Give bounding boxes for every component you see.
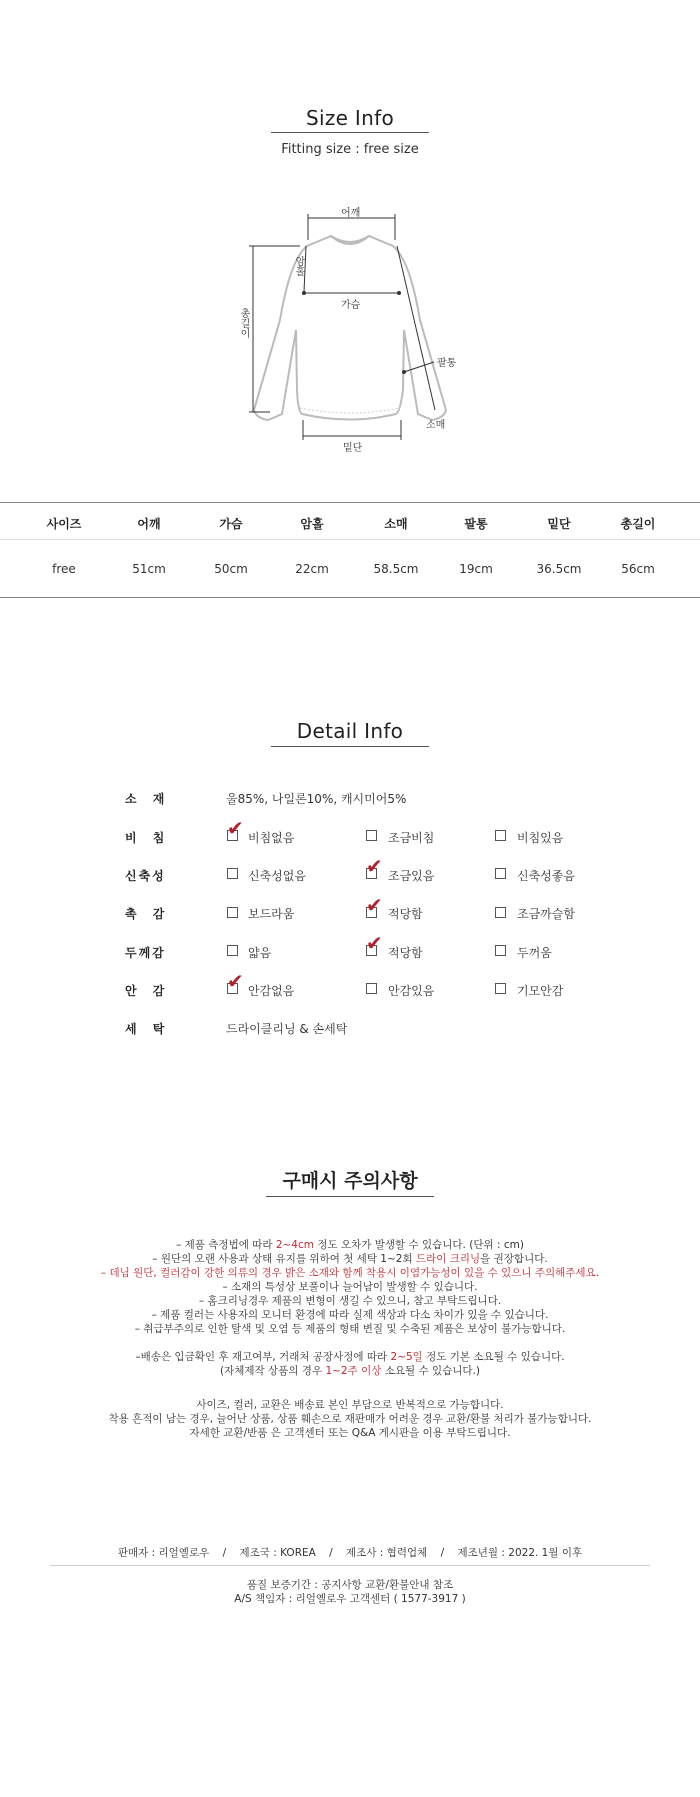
- header-cell: 총길이: [620, 517, 656, 531]
- checkbox[interactable]: [495, 907, 506, 918]
- exchange-line: 착용 흔적이 남는 경우, 늘어난 상품, 상품 훼손으로 재판매가 어려운 경우 교환/환불 처리가 불가능합니다.: [108, 1413, 592, 1425]
- label-arm: 팔통: [437, 358, 457, 369]
- notice-underline: [266, 1196, 434, 1197]
- exchange-line: 자세한 교환/반품 은 고객센터 또는 Q&A 게시판을 이용 부탁드립니다.: [189, 1427, 511, 1439]
- checkbox[interactable]: [366, 830, 377, 841]
- header-cell: 밑단: [547, 517, 571, 531]
- option-label: 적당함: [388, 907, 423, 921]
- label-hem: 밑단: [343, 443, 363, 454]
- header-cell: 소매: [384, 517, 408, 531]
- option-label: 신축성없음: [248, 869, 306, 883]
- checkbox[interactable]: [495, 945, 506, 956]
- option-label: 신축성좋음: [517, 869, 575, 883]
- checkmark-icon: ✔: [227, 969, 244, 993]
- checkmark-icon: ✔: [366, 893, 383, 917]
- as-contact: A/S 책임자 : 리얼옐로우 고객센터 ( 1577-3917 ): [234, 1593, 466, 1605]
- table-cell: 56cm: [621, 562, 655, 576]
- table-cell: 36.5cm: [536, 562, 582, 576]
- shipping-line: (자체제작 상품의 경우 1~2주 이상 소요될 수 있습니다.): [220, 1365, 480, 1377]
- detail-label: 소 재: [125, 792, 171, 806]
- header-cell: 어깨: [137, 517, 161, 531]
- notice-line: – 제품 컬러는 사용자의 모니터 환경에 따라 실제 색상과 다소 차이가 있을 수 있습니다.: [151, 1309, 549, 1321]
- detail-text: 울85%, 나일론10%, 캐시미어5%: [226, 792, 407, 806]
- notice-line: – 홈크리닝경우 제품의 변형이 생길 수 있으니, 참고 부탁드립니다.: [198, 1295, 502, 1307]
- option-label: 조금있음: [388, 869, 435, 883]
- table-cell: 50cm: [214, 562, 248, 576]
- detail-text: 드라이클리닝 & 손세탁: [226, 1022, 348, 1036]
- option-label: 적당함: [388, 946, 423, 960]
- footer-divider: [50, 1565, 650, 1566]
- table-cell: free: [52, 562, 76, 576]
- detail-label: 세 탁: [125, 1022, 171, 1036]
- detail-label: 비 침: [125, 831, 171, 845]
- checkbox[interactable]: [227, 907, 238, 918]
- option-label: 안감없음: [248, 984, 295, 998]
- detail-label: 안 감: [125, 984, 171, 998]
- exchange-line: 사이즈, 컬러, 교환은 배송료 본인 부담으로 반복적으로 가능합니다.: [196, 1399, 504, 1411]
- seller-info: 판매자 : 리얼옐로우 / 제조국 : KOREA / 제조사 : 협력업체 / 제조년월 : 2022. 1월 이후: [117, 1547, 583, 1559]
- detail-label: 두께감: [125, 946, 166, 960]
- checkbox[interactable]: [495, 868, 506, 879]
- label-chest: 가슴: [341, 300, 361, 311]
- notice-line: – 원단의 오랜 사용과 상태 유지를 위하여 첫 세탁 1~2회 드라이 크리닝을 권장합니다.: [152, 1253, 548, 1265]
- option-label: 비침있음: [517, 831, 564, 845]
- table-header-divider: [0, 539, 700, 540]
- detail-label: 신축성: [125, 869, 166, 883]
- checkmark-icon: ✔: [227, 816, 244, 840]
- option-label: 얇음: [248, 946, 272, 960]
- header-cell: 사이즈: [46, 517, 82, 531]
- sweater-illustration: [0, 200, 700, 460]
- notice-warning: – 데님 원단, 컬러감이 강한 의류의 경우 밝은 소재와 함께 착용시 이염가능성이 있을 수 있으니 주의해주세요.: [100, 1267, 600, 1279]
- table-cell: 58.5cm: [373, 562, 419, 576]
- option-label: 조금비침: [388, 831, 435, 845]
- table-bottom-border: [0, 597, 700, 598]
- checkbox[interactable]: [227, 868, 238, 879]
- table-top-border: [0, 502, 700, 503]
- table-cell: 22cm: [295, 562, 329, 576]
- detail-info-title: Detail Info: [296, 719, 404, 743]
- size-info-title: Size Info: [306, 106, 394, 130]
- checkbox[interactable]: [495, 830, 506, 841]
- checkbox[interactable]: [227, 945, 238, 956]
- table-cell: 51cm: [132, 562, 166, 576]
- option-label: 기모안감: [517, 984, 564, 998]
- size-diagram: [0, 200, 700, 460]
- label-sleeve: 소매: [426, 420, 446, 431]
- header-cell: 암홀: [300, 517, 324, 531]
- warranty-info: 품질 보증기간 : 공지사항 교환/환불안내 참조: [246, 1579, 454, 1591]
- header-cell: 팔통: [464, 517, 488, 531]
- detail-info-underline: [271, 746, 429, 747]
- header-cell: 가슴: [219, 517, 243, 531]
- option-label: 두꺼움: [517, 946, 552, 960]
- shipping-line: –배송은 입금확인 후 재고여부, 거래처 공장사정에 따라 2~5일 정도 기본 소요될 수 있습니다.: [135, 1351, 565, 1363]
- checkmark-icon: ✔: [366, 931, 383, 955]
- label-length: 총길이: [238, 308, 249, 338]
- notice-line: – 소재의 특성상 보풀이나 늘어남이 발생할 수 있습니다.: [222, 1281, 478, 1293]
- notice-line: – 제품 측정법에 따라 2~4cm 정도 오차가 발생할 수 있습니다. (단위 : cm): [176, 1239, 524, 1251]
- option-label: 비침없음: [248, 831, 295, 845]
- label-shoulder: 어깨: [341, 208, 361, 219]
- checkbox[interactable]: [366, 983, 377, 994]
- size-info-underline: [271, 132, 429, 133]
- checkbox[interactable]: [495, 983, 506, 994]
- detail-label: 촉 감: [125, 907, 171, 921]
- table-cell: 19cm: [459, 562, 493, 576]
- option-label: 안감있음: [388, 984, 435, 998]
- checkmark-icon: ✔: [366, 854, 383, 878]
- fitting-size: Fitting size : free size: [281, 142, 419, 157]
- notice-title: 구매시 주의사항: [282, 1170, 418, 1192]
- notice-line: – 취급부주의로 인한 탈색 및 오염 등 제품의 형태 변질 및 수축된 제품은 보상이 불가능합니다.: [134, 1323, 566, 1335]
- option-label: 조금까슬함: [517, 907, 575, 921]
- option-label: 보드라움: [248, 907, 295, 921]
- label-armhole: 암홀: [293, 256, 304, 276]
